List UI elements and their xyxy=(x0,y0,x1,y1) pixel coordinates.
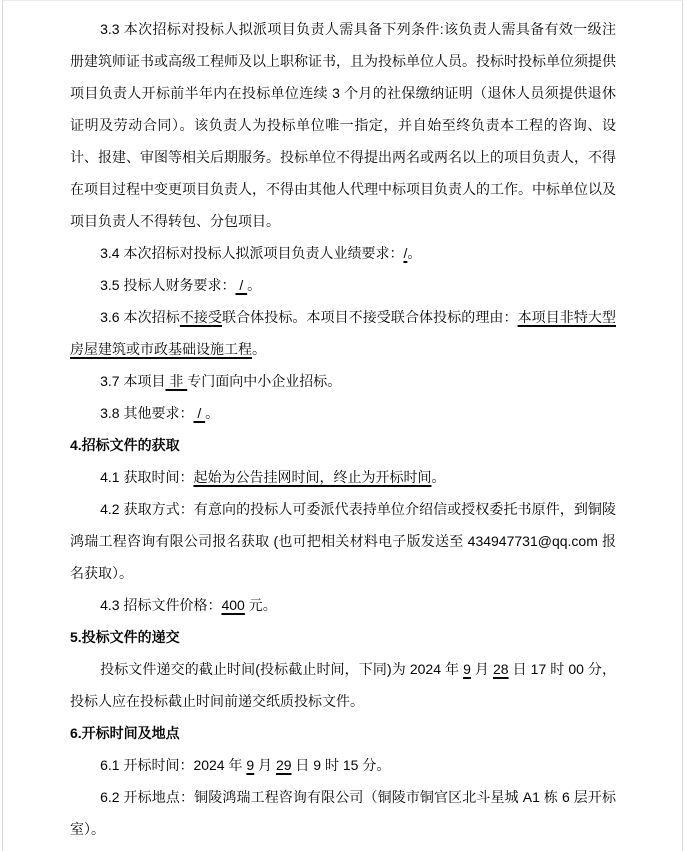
text-run: 6.开标时间及地点 xyxy=(70,725,180,741)
underlined-text: 本项目非特大型房屋建筑或市政基础设施工程 xyxy=(70,309,616,357)
paragraph xyxy=(70,653,616,717)
text-run: 4.招标文件的获取 xyxy=(70,437,180,453)
underlined-text: 28 xyxy=(493,661,509,677)
text-run: 。 xyxy=(247,277,262,293)
paragraph xyxy=(70,493,616,589)
text-run: 3.7 本项目 xyxy=(100,373,166,389)
text-run: 投标文件递交的截止时间(投标截止时间，下同)为 2024 年 xyxy=(100,661,464,677)
text-run: 月 xyxy=(470,661,493,677)
underlined-text: / xyxy=(193,405,206,421)
text-run: 日 9 时 15 分。 xyxy=(291,757,391,773)
underlined-text: 9 xyxy=(463,661,471,677)
text-run: 。 xyxy=(205,405,220,421)
text-run: 3.3 本次招标对投标人拟派项目负责人需具备下列条件:该负责人需具备有效一级注册建筑师证书或高级工程师及以上职称证书，且为投标单位人员。投标时投标单位须提供项目负责人开标前半年内在投标单位连续 3 个月的社保缴纳证明（退休人员须提供退休证明及劳动合同）。该负责人为投标单位唯一指定，并自始至终负责本工程的咨询、设计、报建、审图等相关后期服务。投标单位不得提出两名或两名以上的项目负责人，不得在项目过程中变更项目负责人，不得由其他人代理中标项目负责人的工作。中标单位以及项目负责人不得转包、分包项目。 xyxy=(70,21,616,229)
text-run: 。 xyxy=(431,469,446,485)
underlined-text: 非 xyxy=(165,373,188,389)
text-run: 日 17 时 00 分，投标人应在投标截止时间前递交纸质投标文件。 xyxy=(70,661,617,709)
paragraph xyxy=(70,13,616,237)
document-page xyxy=(2,0,683,851)
paragraph xyxy=(70,589,616,621)
underlined-text: 400 xyxy=(221,597,245,613)
document-content xyxy=(3,1,682,845)
text-run: 6.2 开标地点：铜陵鸿瑞工程咨询有限公司（铜陵市铜官区北斗星城 A1 栋 6 层开标室）。 xyxy=(70,789,616,837)
text-run: 3.8 其他要求： xyxy=(100,405,194,421)
paragraph xyxy=(70,269,616,301)
text-run: 4.3 招标文件价格： xyxy=(100,597,222,613)
underlined-text: 不接受 xyxy=(179,309,223,325)
paragraph xyxy=(70,365,616,397)
text-run: 3.6 本次招标 xyxy=(100,309,180,325)
paragraph xyxy=(70,781,616,845)
text-run: 4.1 获取时间： xyxy=(100,469,194,485)
text-run: 4.2 获取方式：有意向的投标人可委派代表持单位介绍信或授权委托书原件，到铜陵鸿瑞工程咨询有限公司报名获取 (也可把相关材料电子版发送至 434947731@qq.com 报名获取）。 xyxy=(70,501,616,581)
paragraph xyxy=(70,749,616,781)
underlined-text: / xyxy=(235,277,248,293)
section-heading xyxy=(70,429,616,461)
text-run: 5.投标文件的递交 xyxy=(70,629,180,645)
section-heading xyxy=(70,621,616,653)
underlined-text: 起始为公告挂网时间，终止为开标时间 xyxy=(193,469,432,485)
text-run: 3.4 本次招标对投标人拟派项目负责人业绩要求： xyxy=(100,245,404,261)
text-run: 。 xyxy=(252,341,266,357)
paragraph xyxy=(70,301,616,365)
text-run: 元。 xyxy=(244,597,277,613)
paragraph xyxy=(70,461,616,493)
text-run: 专门面向中小企业招标。 xyxy=(187,373,342,389)
underlined-text: 29 xyxy=(275,757,292,773)
text-run: 联合体投标。本项目不接受联合体投标的理由： xyxy=(222,309,518,325)
underlined-text: / xyxy=(403,245,408,261)
text-run: 3.5 投标人财务要求： xyxy=(100,277,236,293)
text-run: 6.1 开标时间：2024 年 xyxy=(100,757,247,773)
text-run: 。 xyxy=(407,245,422,261)
paragraph xyxy=(70,397,616,429)
underlined-text: 9 xyxy=(246,757,255,773)
paragraph xyxy=(70,237,616,269)
text-run: 月 xyxy=(254,757,276,773)
section-heading xyxy=(70,717,616,749)
